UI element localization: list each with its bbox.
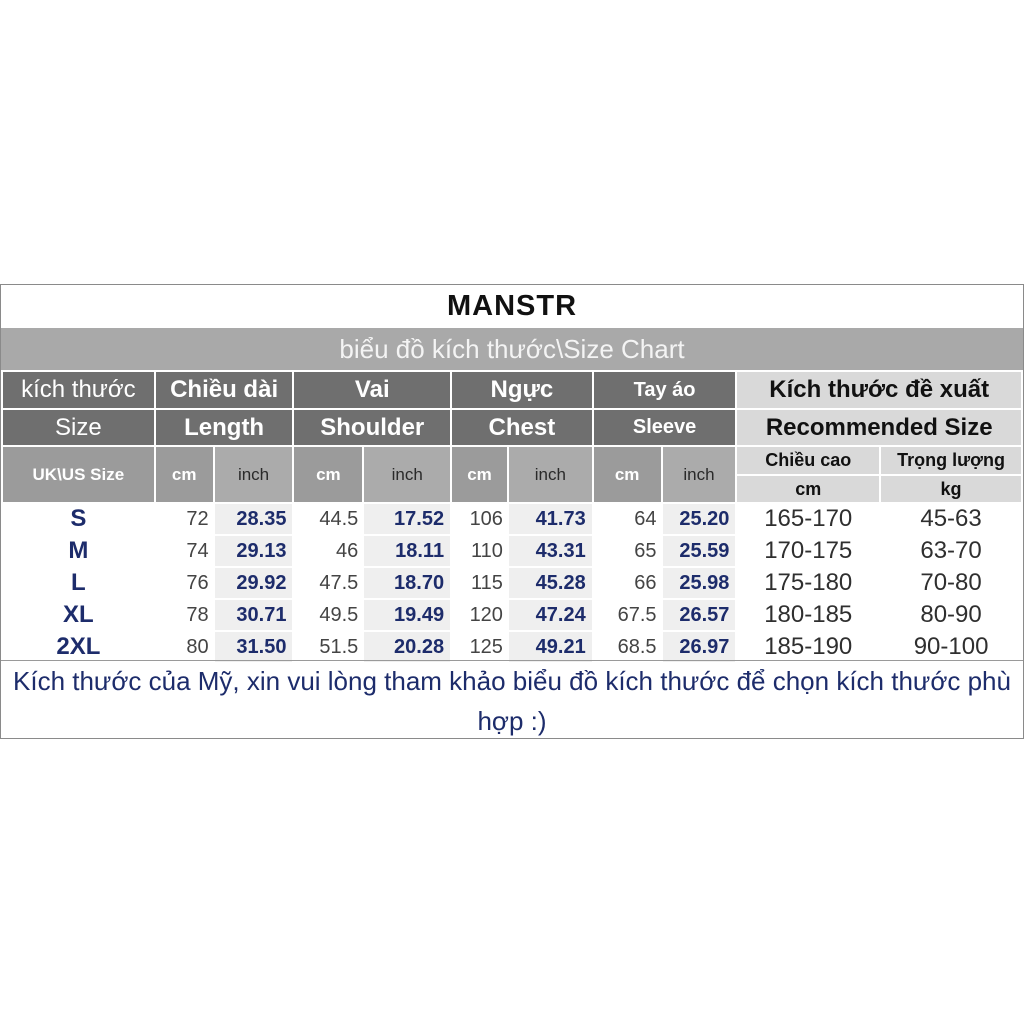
shoulder-inch-value: 18.11 (363, 535, 451, 567)
ukus-size-header: UK\US Size (2, 446, 155, 503)
chest-cm-value: 110 (451, 535, 508, 567)
size-label: L (2, 567, 155, 599)
chest-header-en: Chest (451, 409, 593, 446)
length-inch-value: 31.50 (214, 631, 294, 663)
size-chart (0, 284, 1024, 739)
sleeve-header-en: Sleeve (593, 409, 737, 446)
shoulder-inch-unit: inch (363, 446, 451, 503)
height-value: 185-190 (736, 631, 880, 663)
height-value: 175-180 (736, 567, 880, 599)
weight-value: 90-100 (880, 631, 1022, 663)
chest-inch-unit: inch (508, 446, 593, 503)
length-inch-value: 29.92 (214, 567, 294, 599)
length-cm-value: 80 (155, 631, 214, 663)
weight-value: 80-90 (880, 599, 1022, 631)
shoulder-inch-value: 17.52 (363, 503, 451, 535)
chest-inch-value: 43.31 (508, 535, 593, 567)
height-unit: cm (736, 475, 880, 503)
recommended-header-en: Recommended Size (736, 409, 1022, 446)
shoulder-cm-value: 46 (293, 535, 363, 567)
sleeve-cm-value: 65 (593, 535, 662, 567)
table-row (2, 631, 1022, 663)
length-cm-unit: cm (155, 446, 214, 503)
size-label: S (2, 503, 155, 535)
shoulder-cm-value: 51.5 (293, 631, 363, 663)
sleeve-cm-value: 68.5 (593, 631, 662, 663)
table-row (2, 503, 1022, 535)
height-value: 170-175 (736, 535, 880, 567)
shoulder-cm-value: 49.5 (293, 599, 363, 631)
sleeve-inch-value: 26.57 (662, 599, 737, 631)
shoulder-inch-value: 19.49 (363, 599, 451, 631)
sleeve-cm-unit: cm (593, 446, 662, 503)
table-row (2, 535, 1022, 567)
shoulder-cm-value: 44.5 (293, 503, 363, 535)
sleeve-inch-unit: inch (662, 446, 737, 503)
size-header-vn: kích thước (2, 371, 155, 409)
sleeve-cm-value: 67.5 (593, 599, 662, 631)
shoulder-cm-value: 47.5 (293, 567, 363, 599)
height-header: Chiều cao (736, 446, 880, 475)
chest-inch-value: 41.73 (508, 503, 593, 535)
size-label: M (2, 535, 155, 567)
shoulder-header-en: Shoulder (293, 409, 451, 446)
length-cm-value: 76 (155, 567, 214, 599)
recommended-header-vn: Kích thước đề xuất (736, 371, 1022, 409)
footer-note: Kích thước của Mỹ, xin vui lòng tham khảo biểu đồ kích thước để chọn kích thước phù hợp :) (1, 660, 1023, 738)
size-label: XL (2, 599, 155, 631)
shoulder-inch-value: 18.70 (363, 567, 451, 599)
weight-header: Trọng lượng (880, 446, 1022, 475)
sleeve-inch-value: 25.20 (662, 503, 737, 535)
header-row-vn (2, 371, 1022, 409)
chest-inch-value: 49.21 (508, 631, 593, 663)
shoulder-inch-value: 20.28 (363, 631, 451, 663)
weight-value: 70-80 (880, 567, 1022, 599)
height-value: 180-185 (736, 599, 880, 631)
sleeve-inch-value: 25.59 (662, 535, 737, 567)
chest-header-vn: Ngực (451, 371, 593, 409)
header-row-units (2, 446, 1022, 475)
sleeve-cm-value: 66 (593, 567, 662, 599)
size-rows (2, 503, 1022, 663)
chart-subtitle: biểu đồ kích thước\Size Chart (1, 328, 1023, 370)
length-header-en: Length (155, 409, 294, 446)
sleeve-inch-value: 26.97 (662, 631, 737, 663)
length-inch-value: 29.13 (214, 535, 294, 567)
size-header-en: Size (2, 409, 155, 446)
chest-inch-value: 45.28 (508, 567, 593, 599)
height-value: 165-170 (736, 503, 880, 535)
length-cm-value: 72 (155, 503, 214, 535)
brand-title: MANSTR (1, 285, 1023, 329)
length-inch-unit: inch (214, 446, 294, 503)
length-inch-value: 30.71 (214, 599, 294, 631)
header-row-en (2, 409, 1022, 446)
sleeve-header-vn: Tay áo (593, 371, 737, 409)
sleeve-inch-value: 25.98 (662, 567, 737, 599)
length-cm-value: 74 (155, 535, 214, 567)
chest-cm-value: 120 (451, 599, 508, 631)
length-header-vn: Chiều dài (155, 371, 294, 409)
chest-cm-value: 125 (451, 631, 508, 663)
weight-value: 63-70 (880, 535, 1022, 567)
chest-cm-value: 115 (451, 567, 508, 599)
shoulder-cm-unit: cm (293, 446, 363, 503)
weight-value: 45-63 (880, 503, 1022, 535)
length-cm-value: 78 (155, 599, 214, 631)
sleeve-cm-value: 64 (593, 503, 662, 535)
size-table (1, 370, 1023, 664)
shoulder-header-vn: Vai (293, 371, 451, 409)
length-inch-value: 28.35 (214, 503, 294, 535)
size-label: 2XL (2, 631, 155, 663)
table-row (2, 599, 1022, 631)
table-row (2, 567, 1022, 599)
chest-cm-value: 106 (451, 503, 508, 535)
chest-inch-value: 47.24 (508, 599, 593, 631)
chest-cm-unit: cm (451, 446, 508, 503)
weight-unit: kg (880, 475, 1022, 503)
